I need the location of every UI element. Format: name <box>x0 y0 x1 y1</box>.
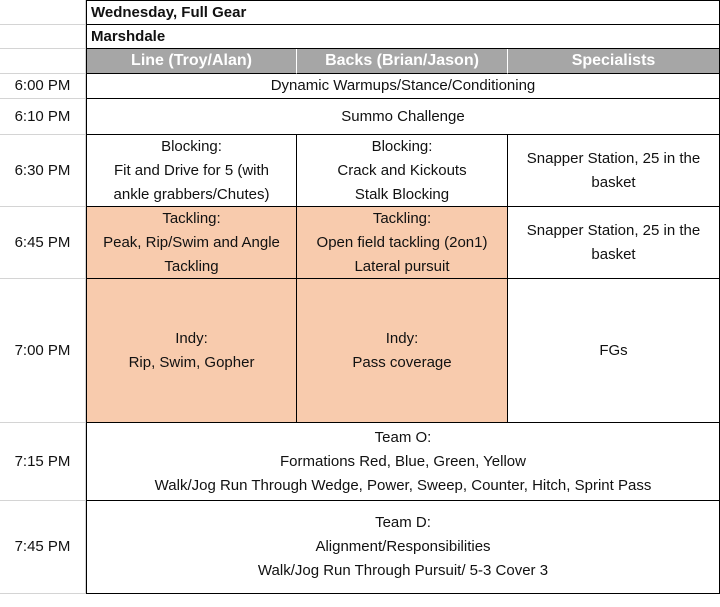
cell-text: Tackling: <box>372 209 432 227</box>
backs-cell[interactable] <box>297 279 508 423</box>
cell-text: Peak, Rip/Swim and Angle <box>103 233 280 251</box>
cell-text: Summo Challenge <box>341 107 465 125</box>
cell-text: Rip, Swim, Gopher <box>128 353 255 371</box>
line-cell[interactable] <box>86 207 297 279</box>
time-cell[interactable]: 7:45 PM <box>0 501 86 594</box>
cell-text: Crack and Kickouts <box>337 161 467 179</box>
cell-text: basket <box>591 245 636 263</box>
time-cell[interactable]: 6:30 PM <box>0 135 86 207</box>
all-groups-cell[interactable] <box>86 501 720 594</box>
cell-text: Formations Red, Blue, Green, Yellow <box>280 452 526 470</box>
cell-text: Walk/Jog Run Through Pursuit/ 5-3 Cover 3 <box>257 562 549 579</box>
all-groups-cell[interactable] <box>86 74 720 99</box>
header-line[interactable]: Line (Troy/Alan) <box>86 49 297 74</box>
cell-text: basket <box>591 173 636 191</box>
time-cell[interactable]: 6:00 PM <box>0 74 86 99</box>
cell-text: Indy: <box>175 329 208 347</box>
header-specialists[interactable]: Specialists <box>508 49 720 74</box>
cell-text: Lateral pursuit <box>354 257 450 275</box>
cell-text: Walk/Jog Run Through Wedge, Power, Sweep, Counter, Hitch, Sprint Pass <box>154 476 652 494</box>
backs-cell[interactable] <box>297 207 508 279</box>
cell-text: Dynamic Warmups/Stance/Conditioning <box>270 77 536 94</box>
cell-text: Stalk Blocking <box>354 185 450 203</box>
cell-text: ankle grabbers/Chutes) <box>113 185 270 203</box>
cell-text: Snapper Station, 25 in the <box>526 221 701 239</box>
cell-text: FGs <box>599 341 628 359</box>
time-cell[interactable]: 6:10 PM <box>0 99 86 135</box>
cell-text: Team O: <box>374 428 432 446</box>
cell-text: Indy: <box>385 329 419 347</box>
backs-cell[interactable] <box>297 135 508 207</box>
all-groups-cell[interactable] <box>86 423 720 501</box>
cell-text: Snapper Station, 25 in the <box>526 149 701 167</box>
cell-text: Blocking: <box>371 137 433 155</box>
row-header-blank-3[interactable] <box>0 49 86 74</box>
specialists-cell[interactable] <box>508 207 720 279</box>
line-cell[interactable] <box>86 135 297 207</box>
row-header-blank-2[interactable] <box>0 25 86 49</box>
line-cell[interactable] <box>86 279 297 423</box>
specialists-cell[interactable] <box>508 135 720 207</box>
specialists-cell[interactable] <box>508 279 720 423</box>
schedule-title[interactable]: Wednesday, Full Gear <box>86 0 720 25</box>
header-backs[interactable]: Backs (Brian/Jason) <box>297 49 508 74</box>
cell-text: Tackling: <box>162 209 221 227</box>
time-cell[interactable]: 6:45 PM <box>0 207 86 279</box>
all-groups-cell[interactable] <box>86 99 720 135</box>
cell-text: Tackling <box>164 257 219 275</box>
time-cell[interactable]: 7:00 PM <box>0 279 86 423</box>
cell-text: Pass coverage <box>352 353 452 371</box>
time-cell[interactable]: 7:15 PM <box>0 423 86 501</box>
cell-text: Alignment/Responsibilities <box>315 538 491 555</box>
cell-text: Fit and Drive for 5 (with <box>113 161 270 179</box>
schedule-location[interactable]: Marshdale <box>86 25 720 49</box>
row-header-blank-1[interactable] <box>0 0 86 25</box>
cell-text: Team D: <box>375 514 431 531</box>
cell-text: Open field tackling (2on1) <box>316 233 488 251</box>
cell-text: Blocking: <box>161 137 222 155</box>
